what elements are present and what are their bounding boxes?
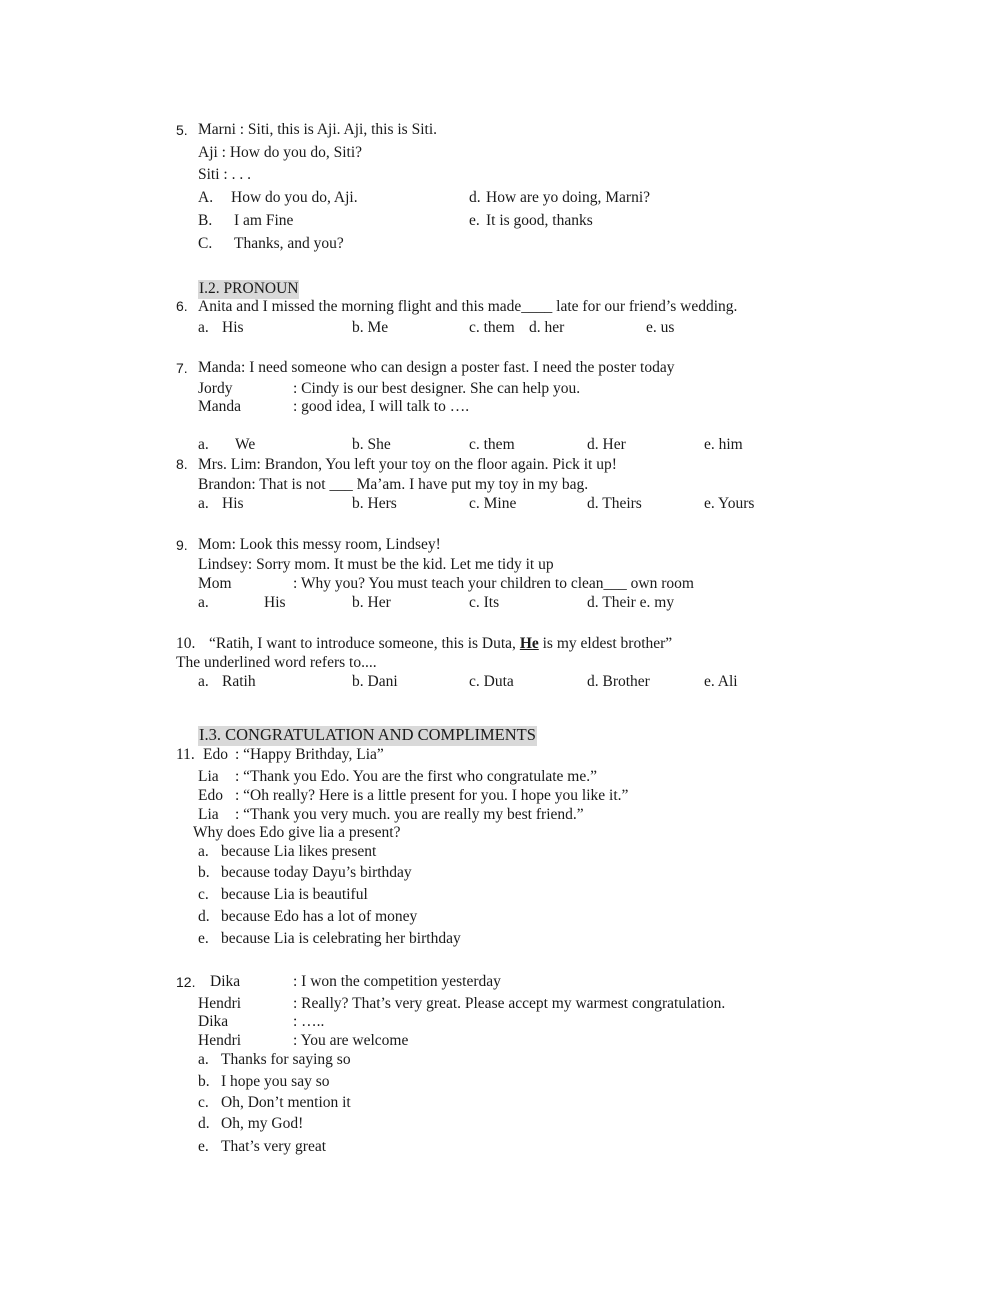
question-8-option: b. Hers <box>352 495 397 512</box>
question-7-option: We <box>235 436 256 453</box>
question-7-speech: : Cindy is our best designer. She can help you. <box>293 380 581 397</box>
question-6-text: Anita and I missed the morning flight and this made____ late for our friend’s wedding. <box>198 298 738 315</box>
question-5-line-1: Marni : Siti, this is Aji. Aji, this is Siti. <box>198 121 438 138</box>
question-10-option: Ratih <box>222 673 256 690</box>
question-10-quote <box>209 636 672 652</box>
question-9-line-1: Mom: Look this messy room, Lindsey! <box>198 536 441 553</box>
question-12-speaker: Dika <box>210 973 241 990</box>
question-12-option-letter: c. <box>198 1094 209 1111</box>
question-8-option: His <box>222 495 244 512</box>
question-11-speech: : “Oh really? Here is a little present for you. I hope you like it.” <box>235 787 629 804</box>
question-6-option: e. us <box>646 319 675 336</box>
question-12-option-letter: e. <box>198 1138 209 1155</box>
question-11-speech: : “Thank you very much. you are really my best friend.” <box>235 806 584 823</box>
question-9-option: b. Her <box>352 594 391 611</box>
question-11-speaker: Edo <box>203 746 228 763</box>
question-8-option: d. Theirs <box>587 495 642 512</box>
question-7-option: a. <box>198 436 209 453</box>
question-10-line-2: The underlined word refers to.... <box>176 654 377 671</box>
question-5-option-text: How do you do, Aji. <box>231 189 358 206</box>
question-11-option-text: because today Dayu’s birthday <box>221 864 412 881</box>
question-12-option-letter: b. <box>198 1073 210 1090</box>
question-12-speech: : I won the competition yesterday <box>293 973 501 990</box>
question-12-option-text: Oh, my God! <box>221 1115 304 1132</box>
question-11-option-text: because Lia is beautiful <box>221 886 368 903</box>
question-6-number: 6. <box>176 298 188 314</box>
question-11-option-letter: a. <box>198 843 209 860</box>
question-9-option: His <box>264 594 286 611</box>
question-7-line-1: Manda: I need someone who can design a poster fast. I need the poster today <box>198 359 675 376</box>
question-11-option-letter: d. <box>198 908 210 925</box>
question-11-speaker: Edo <box>198 787 223 804</box>
question-7-speaker: Jordy <box>198 380 233 397</box>
underlined-word: He <box>519 635 539 652</box>
question-11-option-text: because Lia is celebrating her birthday <box>221 930 461 947</box>
question-5-option-text: It is good, thanks <box>486 212 593 229</box>
question-12-speech: : Really? That’s very great. Please accept my warmest congratulation. <box>293 995 726 1012</box>
question-7-option: d. Her <box>587 436 626 453</box>
question-12-option-text: That’s very great <box>221 1138 327 1155</box>
question-11-number: 11. <box>176 746 195 763</box>
question-7-speech: : good idea, I will talk to …. <box>293 398 470 415</box>
question-10-option: a. <box>198 673 209 690</box>
question-12-speaker: Dika <box>198 1013 229 1030</box>
question-11-speech: : “Happy Brithday, Lia” <box>235 746 384 763</box>
question-6-option: d. her <box>529 319 565 336</box>
question-9-option: d. Their e. my <box>587 594 675 611</box>
question-10-quote-end: is my eldest brother” <box>542 635 673 652</box>
question-11-speech: : “Thank you Edo. You are the first who congratulate me.” <box>235 768 598 785</box>
question-8-option: e. Yours <box>704 495 755 512</box>
question-12-speech: : You are welcome <box>293 1032 409 1049</box>
question-9-speech: : Why you? You must teach your children to clean___ own room <box>293 575 694 592</box>
question-12-option-text: I hope you say so <box>221 1073 330 1090</box>
question-11-option-letter: c. <box>198 886 209 903</box>
question-12-speaker: Hendri <box>198 1032 242 1049</box>
question-8-number: 8. <box>176 456 188 472</box>
question-11-option-letter: e. <box>198 930 209 947</box>
question-5-number: 5. <box>176 122 188 138</box>
question-12-option-letter: d. <box>198 1115 210 1132</box>
question-5-line-3: Siti : . . . <box>198 166 251 183</box>
question-8-line-1: Mrs. Lim: Brandon, You left your toy on the floor again. Pick it up! <box>198 456 617 473</box>
question-10-option: c. Duta <box>469 673 514 690</box>
question-10-option: b. Dani <box>352 673 398 690</box>
question-9-option: c. Its <box>469 594 500 611</box>
section-heading-pronoun: I.2. PRONOUN <box>199 280 299 297</box>
question-9-number: 9. <box>176 537 188 553</box>
question-10-quote-start: “Ratih, I want to introduce someone, this is Duta, <box>209 635 516 652</box>
question-5-option-letter: C. <box>198 235 213 252</box>
question-8-option: c. Mine <box>469 495 517 512</box>
question-5-option-letter: B. <box>198 212 213 229</box>
question-12-option-text: Thanks for saying so <box>221 1051 351 1068</box>
question-9-option: a. <box>198 594 209 611</box>
question-11-speaker: Lia <box>198 806 219 823</box>
question-5-option-text: Thanks, and you? <box>234 235 344 252</box>
question-12-speech: : ….. <box>293 1013 325 1030</box>
question-9-line-2: Lindsey: Sorry mom. It must be the kid. Let me tidy it up <box>198 556 554 573</box>
question-7-speaker: Manda <box>198 398 242 415</box>
question-11-speaker: Lia <box>198 768 219 785</box>
question-8-option: a. <box>198 495 209 512</box>
question-7-number: 7. <box>176 360 188 376</box>
question-12-number: 12. <box>176 974 196 990</box>
question-11-option-text: because Lia likes present <box>221 843 377 860</box>
question-8-line-2-start: Brandon: That is not <box>198 476 326 493</box>
question-5-option-letter: d. <box>469 189 481 206</box>
question-10-option: d. Brother <box>587 673 650 690</box>
question-11-option-text: because Edo has a lot of money <box>221 908 418 925</box>
question-9-speaker: Mom <box>198 575 232 592</box>
question-6-option: b. Me <box>352 319 389 336</box>
question-5-option-letter: e. <box>469 212 480 229</box>
question-12-option-letter: a. <box>198 1051 209 1068</box>
question-8-line-2 <box>198 477 588 493</box>
question-8-blank: ___ <box>329 476 353 493</box>
question-7-option: b. She <box>352 436 391 453</box>
question-5-option-letter: A. <box>198 189 214 206</box>
question-8-line-2-end: Ma’am. I have put my toy in my bag. <box>356 476 589 493</box>
question-6-option: His <box>222 319 244 336</box>
question-12-option-text: Oh, Don’t mention it <box>221 1094 351 1111</box>
question-12-speaker: Hendri <box>198 995 242 1012</box>
question-10-number: 10. <box>176 635 196 652</box>
question-11-option-letter: b. <box>198 864 210 881</box>
question-5-option-text: How are yo doing, Marni? <box>486 189 650 206</box>
question-7-option: c. them <box>469 436 515 453</box>
section-heading-congratulation: I.3. CONGRATULATION AND COMPLIMENTS <box>199 725 536 744</box>
question-6-option: c. them <box>469 319 515 336</box>
question-11-prompt: Why does Edo give lia a present? <box>193 824 401 841</box>
question-5-line-2: Aji : How do you do, Siti? <box>198 144 363 161</box>
question-6-option: a. <box>198 319 209 336</box>
question-5-option-text: I am Fine <box>234 212 294 229</box>
question-10-option: e. Ali <box>704 673 738 690</box>
question-7-option: e. him <box>704 436 743 453</box>
